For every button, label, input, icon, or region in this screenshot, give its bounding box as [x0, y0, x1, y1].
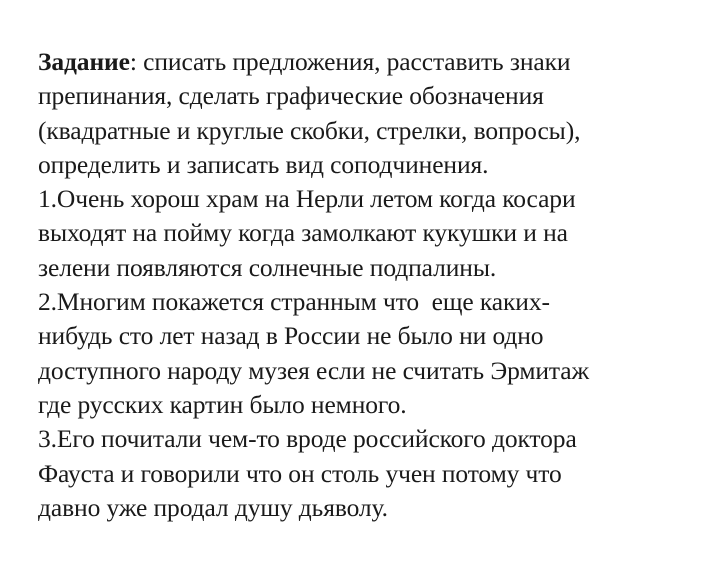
task-intro-text: : списать предложения, расставить знаки: [129, 47, 571, 76]
assignment-text: [38, 45, 698, 525]
sentence-1-line: выходят на пойму когда замолкают кукушки и на: [38, 218, 568, 248]
sentence-3-line: давно уже продал душу дьяволу.: [38, 492, 388, 522]
sentence-2-line: 2.Многим покажется странным что еще каких-: [38, 287, 550, 317]
task-line: определить и записать вид соподчинения.: [38, 149, 489, 179]
task-label: Задание: [38, 47, 130, 76]
task-line: препинания, сделать графические обозначения: [38, 81, 544, 111]
task-heading-line: [38, 45, 698, 79]
sentence-2-line: доступного народу музея если не считать Эрмитаж: [38, 355, 590, 385]
sentence-3-line: 3.Его почитали чем-то вроде российского доктора: [38, 424, 577, 454]
sentence-1-line: 1.Очень хорош храм на Нерли летом когда косари: [38, 184, 576, 214]
sentence-2-line: где русских картин было немного.: [38, 389, 407, 419]
task-line: (квадратные и круглые скобки, стрелки, вопросы),: [38, 115, 581, 145]
sentence-2-line: нибудь сто лет назад в России не было ни одно: [38, 321, 544, 351]
sentence-3-line: Фауста и говорили что он столь учен потому что: [38, 458, 562, 488]
sentence-1-line: зелени появляются солнечные подпалины.: [38, 252, 497, 282]
